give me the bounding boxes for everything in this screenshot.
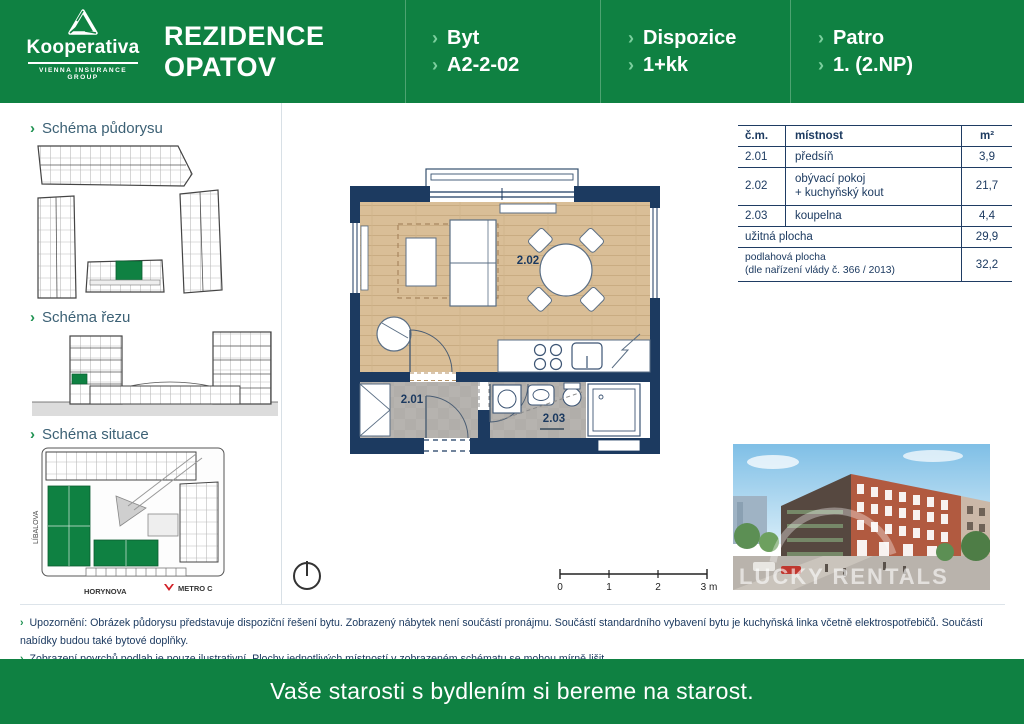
- radiator: [500, 204, 556, 213]
- room-number: 2.02: [738, 168, 786, 206]
- highlighted-unit: [116, 261, 142, 281]
- schema-rezu-title: Schéma řezu: [42, 309, 131, 326]
- situation-schema-drawing: [26, 444, 280, 602]
- brand-name: Kooperativa: [26, 37, 140, 58]
- dispozice-value: 1+kk: [643, 54, 689, 76]
- table-row: [738, 147, 1012, 168]
- washing-machine: [493, 385, 521, 413]
- room-label-bath: 2.03: [542, 413, 566, 425]
- project-title: [164, 21, 325, 83]
- metro-label: METRO C: [178, 584, 213, 593]
- room-area-table: [738, 125, 1012, 282]
- header-section-patro: [818, 25, 913, 79]
- schema-situace-title: Schéma situace: [42, 426, 149, 443]
- chevron-icon: ›: [628, 28, 634, 48]
- table-row: [738, 168, 1012, 206]
- dining-table: [540, 244, 592, 296]
- room-name: koupelna: [786, 205, 962, 226]
- room-label-living: 2.02: [516, 255, 540, 267]
- scale-tick-1: 1: [606, 582, 612, 593]
- scale-tick-0: 0: [557, 582, 563, 593]
- chevron-icon: ›: [432, 55, 438, 75]
- byt-value: A2-2-02: [447, 54, 520, 76]
- shower: [588, 384, 640, 436]
- schema-situace-heading: [30, 426, 149, 443]
- schema-pudorysu-title: Schéma půdorysu: [42, 120, 163, 137]
- chevron-icon: ›: [30, 426, 35, 443]
- chevron-icon: ›: [628, 55, 634, 75]
- chevron-icon: ›: [818, 28, 824, 48]
- scale-tick-2: 2: [655, 582, 661, 593]
- room-number: 2.01: [738, 147, 786, 168]
- room-area: 3,9: [962, 147, 1013, 168]
- summary-label-line1: podlahová plocha: [745, 251, 826, 263]
- kooperativa-triangle-icon: [65, 9, 101, 36]
- section-schema-drawing: [30, 328, 280, 420]
- bathroom-sink: [528, 385, 554, 405]
- floorplan-schema-drawing: [30, 140, 280, 302]
- scale-tick-3: 3 m: [700, 582, 718, 593]
- disclaimer-text1: Upozornění: Obrázek půdorysu představuje dispoziční řešení bytu. Zobrazený nábytek není součástí pronájmu. Součástí standardního vybavení bytu je kuchyňská linka včetně elektrospotřebičů. Součástí nabídky budou také bytové doplňky.: [20, 617, 983, 647]
- summary-value: 32,2: [962, 247, 1013, 282]
- room-label-hall: 2.01: [400, 394, 424, 406]
- highlighted-unit-section: [72, 374, 87, 384]
- header-divider: [790, 0, 791, 103]
- summary-label: [738, 247, 962, 282]
- brand-subtitle: VIENNA INSURANCE GROUP: [38, 67, 128, 81]
- dispozice-label: Dispozice: [643, 27, 737, 49]
- chevron-icon: ›: [30, 120, 35, 137]
- summary-label-line2: (dle nařízení vlády č. 366 / 2013): [745, 264, 895, 276]
- byt-label: Byt: [447, 27, 480, 49]
- chevron-icon: ›: [432, 28, 438, 48]
- project-title-line1: REZIDENCE: [164, 21, 325, 51]
- toilet: [563, 388, 581, 406]
- north-compass-icon: [291, 558, 323, 592]
- chevron-icon: ›: [30, 309, 35, 326]
- footer-slogan: Vaše starosti s bydlením si bereme na starost.: [270, 678, 754, 704]
- header-bar: [0, 0, 1024, 103]
- disclaimer-line1: [20, 614, 1005, 650]
- patro-label: Patro: [833, 27, 885, 49]
- table-header-row: [738, 126, 1012, 147]
- street-label-horynova: HORYNOVA: [84, 587, 127, 596]
- summary-label: užitná plocha: [738, 226, 962, 247]
- summary-row: [738, 247, 1012, 282]
- summary-row: [738, 226, 1012, 247]
- schema-rezu-heading: [30, 309, 130, 326]
- project-title-line2: OPATOV: [164, 52, 277, 82]
- col-header-num: č.m.: [738, 126, 786, 147]
- logo-divider: [28, 62, 138, 64]
- header-divider: [405, 0, 406, 103]
- building-render-photo: [733, 444, 990, 590]
- watermark-text: LUCKY RENTALS: [739, 564, 949, 589]
- chevron-icon: ›: [20, 617, 24, 629]
- table-row: [738, 205, 1012, 226]
- header-section-dispozice: [628, 25, 736, 79]
- room-name: [786, 168, 962, 206]
- chevron-icon: ›: [818, 55, 824, 75]
- room-name-line1: obývací pokoj: [795, 173, 866, 185]
- armchair: [377, 317, 411, 351]
- header-section-byt: [432, 25, 519, 79]
- summary-value: 29,9: [962, 226, 1013, 247]
- metro-icon: [164, 584, 174, 591]
- coffee-table: [406, 238, 436, 286]
- kooperativa-logo: [22, 9, 144, 81]
- room-name-line2: + kuchyňský kout: [795, 187, 884, 200]
- apartment-floorplan: [350, 166, 660, 462]
- room-area: 4,4: [962, 205, 1013, 226]
- patro-value: 1. (2.NP): [833, 54, 914, 76]
- col-header-area: m²: [962, 126, 1013, 147]
- footer-bar: [0, 659, 1024, 724]
- schema-pudorysu-heading: [30, 120, 163, 137]
- scale-bar: [552, 560, 722, 594]
- room-name: předsíň: [786, 147, 962, 168]
- room-number: 2.03: [738, 205, 786, 226]
- radiator-left: [361, 226, 368, 290]
- header-divider: [600, 0, 601, 103]
- col-header-room: místnost: [786, 126, 962, 147]
- street-label-libalova: LÍBALOVA: [33, 510, 40, 544]
- room-area: 21,7: [962, 168, 1013, 206]
- wardrobe: [360, 384, 390, 436]
